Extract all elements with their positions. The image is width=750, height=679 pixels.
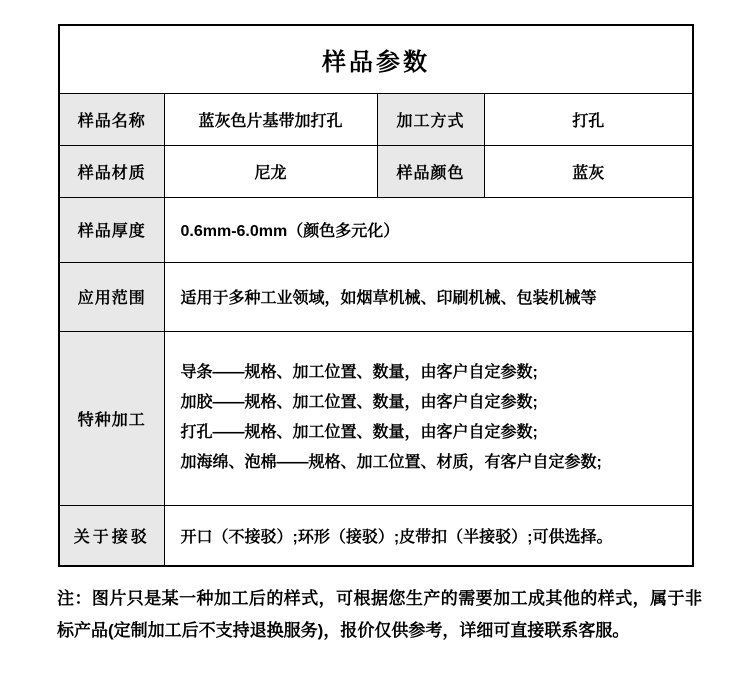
table-row: [59, 262, 693, 331]
label-sample-thickness: 样品厚度: [59, 197, 164, 262]
table-title: 样品参数: [59, 25, 693, 93]
label-processing-method: 加工方式: [377, 93, 484, 145]
table-row: [59, 145, 693, 197]
value-sample-thickness: 0.6mm-6.0mm（颜色多元化）: [164, 197, 693, 262]
label-about-joint: 关于接驳: [59, 505, 164, 566]
sample-parameters-table: [58, 24, 694, 567]
value-processing-method: 打孔: [484, 93, 693, 145]
label-sample-name: 样品名称: [59, 93, 164, 145]
value-sample-material: 尼龙: [164, 145, 377, 197]
special-processing-line-punch: 打孔——规格、加工位置、数量，由客户自定参数;: [180, 424, 538, 441]
special-processing-line-sponge: 加海绵、泡棉——规格、加工位置、材质，有客户自定参数;: [180, 454, 602, 471]
footnote: 注：图片只是某一种加工后的样式，可根据您生产的需要加工成其他的样式，属于非标产品(定制加工后不支持退换服务)，报价仅供参考，详细可直接联系客服。: [57, 589, 702, 640]
label-sample-color: 样品颜色: [377, 145, 484, 197]
value-special-processing: [164, 331, 693, 505]
value-about-joint: 开口（不接驳）;环形（接驳）;皮带扣（半接驳）;可供选择。: [164, 505, 693, 566]
value-sample-name: 蓝灰色片基带加打孔: [164, 93, 377, 145]
table-row: [59, 197, 693, 262]
label-application-range: 应用范围: [59, 262, 164, 331]
title-row: [59, 25, 693, 93]
value-sample-color: 蓝灰: [484, 145, 693, 197]
value-application-range: 适用于多种工业领域，如烟草机械、印刷机械、包装机械等: [164, 262, 693, 331]
special-processing-line-glue: 加胶——规格、加工位置、数量，由客户自定参数;: [180, 394, 538, 411]
table-row: [59, 505, 693, 566]
label-sample-material: 样品材质: [59, 145, 164, 197]
label-special-processing: 特种加工: [59, 331, 164, 505]
table-row: [59, 93, 693, 145]
special-processing-line-guide: 导条——规格、加工位置、数量，由客户自定参数;: [180, 364, 538, 381]
table-row: [59, 331, 693, 505]
